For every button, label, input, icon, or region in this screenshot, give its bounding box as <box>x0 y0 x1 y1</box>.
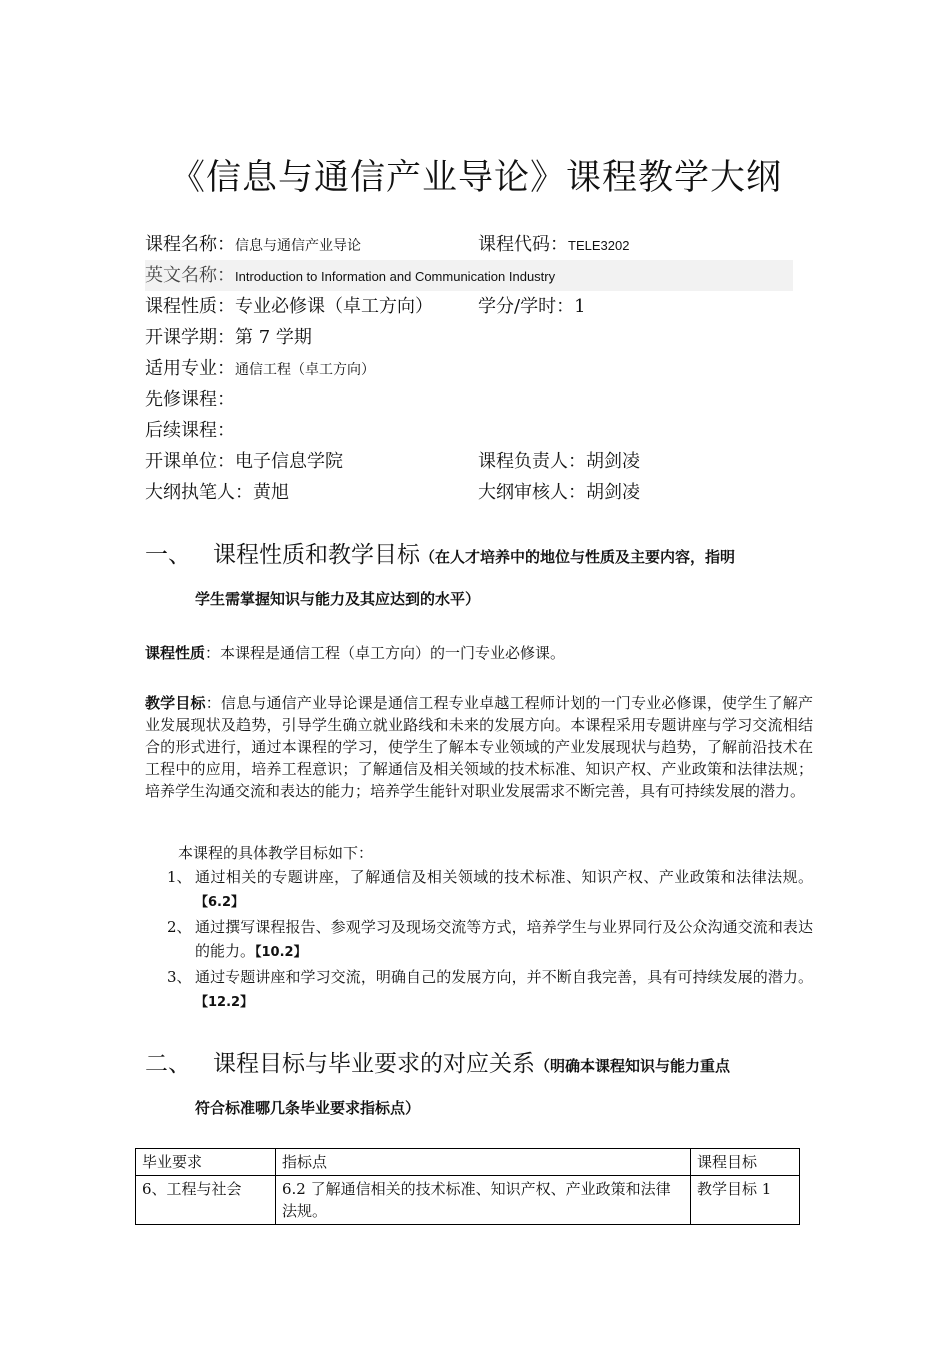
info-row-prereq <box>145 384 805 415</box>
course-code-label: 课程代码： <box>478 234 568 255</box>
table-header-cell: 毕业要求 <box>136 1149 276 1176</box>
nature-label: 课程性质： <box>145 296 235 317</box>
reviewer-field <box>478 477 640 508</box>
goal-text: 通过专题讲座和学习交流，明确自己的发展方向，并不断自我完善，具有可持续发展的潜力。 <box>195 968 813 986</box>
goal-tag: 【12.2】 <box>195 994 254 1010</box>
course-info <box>145 229 805 508</box>
info-row-unit <box>145 446 805 477</box>
section-2-number: 二、 <box>145 1051 191 1077</box>
goal-item <box>145 866 813 914</box>
prereq-label: 先修课程： <box>145 389 235 410</box>
table-header-row <box>136 1149 800 1176</box>
table-cell: 6.2 了解通信相关的技术标准、知识产权、产业政策和法律法规。 <box>276 1176 691 1225</box>
course-nature-paragraph <box>145 642 813 664</box>
info-row-english <box>145 260 793 291</box>
info-row-nature <box>145 291 805 322</box>
major: 通信工程（卓工方向） <box>235 362 375 378</box>
goal-item <box>145 966 813 1014</box>
goal-text: 通过撰写课程报告、参观学习及现场交流等方式，培养学生与业界同行及公众沟通交流和表达的能力。 <box>195 918 813 960</box>
course-name: 信息与通信产业导论 <box>235 238 361 254</box>
document-title: 《信息与通信产业导论》课程教学大纲 <box>169 158 782 198</box>
goals-intro: 本课程的具体教学目标如下： <box>178 844 374 862</box>
goal-number: 2、 <box>167 918 192 936</box>
section-2-note-cont: 符合标准哪几条毕业要求指标点） <box>195 1099 421 1117</box>
teaching-goal-text: ：信息与通信产业导论课是通信工程专业卓越工程师计划的一门专业必修课，使学生了解产业发展现状及趋势，引导学生确立就业路线和未来的发展方向。本课程采用专题讲座与学习交流相结合的形式进行，通过本课程的学习，使学生了解本专业领域的产业发展现状与趋势，了解前沿技术在工程中的应用，培养工程意识；了解通信及相关领域的技术标准、知识产权、产业政策和法律法规；培养学生沟通交流和表达的能力；培养学生能针对职业发展需求不断完善，具有可持续发展的潜力。 <box>145 694 813 800</box>
course-nature-label: 课程性质 <box>145 644 206 662</box>
course-name-label: 课程名称： <box>145 234 235 255</box>
leader-label: 课程负责人： <box>478 451 586 472</box>
section-1-number: 一、 <box>145 542 191 568</box>
info-row-writer <box>145 477 805 508</box>
nature: 专业必修课（卓工方向） <box>235 296 433 317</box>
info-row-major <box>145 353 805 384</box>
credit-field <box>478 291 586 322</box>
unit-label: 开课单位： <box>145 451 235 472</box>
goal-tag: 【6.2】 <box>195 894 245 910</box>
goal-tag: 【10.2】 <box>255 944 307 960</box>
info-row-followup <box>145 415 805 446</box>
section-1-note: （在人才培养中的地位与性质及主要内容，指明 <box>420 548 736 566</box>
english-name: Introduction to Information and Communication Industry <box>235 269 556 284</box>
writer-label: 大纲执笔人： <box>145 482 253 503</box>
teaching-goal-label: 教学目标 <box>145 694 206 712</box>
leader-field <box>478 446 640 477</box>
english-name-label: 英文名称： <box>145 265 235 286</box>
goal-number: 1、 <box>167 868 192 886</box>
leader: 胡剑凌 <box>586 451 640 472</box>
table-cell: 6、工程与社会 <box>136 1176 276 1225</box>
reviewer: 胡剑凌 <box>586 482 640 503</box>
table-cell: 教学目标 1 <box>691 1176 800 1225</box>
table-row <box>136 1176 800 1225</box>
course-nature-text: ：本课程是通信工程（卓工方向）的一门专业必修课。 <box>205 644 566 662</box>
goal-item <box>145 916 813 964</box>
credit-label: 学分/学时： <box>478 296 575 317</box>
reviewer-label: 大纲审核人： <box>478 482 586 503</box>
writer: 黄旭 <box>253 482 289 503</box>
section-1-note-cont: 学生需掌握知识与能力及其应达到的水平） <box>195 590 481 608</box>
semester: 第 7 学期 <box>235 327 312 348</box>
teaching-goal-paragraph <box>145 692 813 802</box>
major-label: 适用专业： <box>145 358 235 379</box>
requirements-table <box>135 1148 800 1225</box>
section-2-note: （明确本课程知识与能力重点 <box>535 1057 731 1075</box>
credit: 1 <box>574 296 586 317</box>
table-header-cell: 课程目标 <box>691 1149 800 1176</box>
section-1-heading <box>145 536 815 608</box>
goal-text: 通过相关的专题讲座，了解通信及相关领域的技术标准、知识产权、产业政策和法律法规。 <box>195 868 813 886</box>
section-2-heading <box>145 1045 815 1117</box>
info-row-name <box>145 229 805 260</box>
info-row-semester <box>145 322 805 353</box>
section-2-title: 课程目标与毕业要求的对应关系 <box>213 1051 535 1077</box>
unit: 电子信息学院 <box>235 451 343 472</box>
semester-label: 开课学期： <box>145 327 235 348</box>
course-code: TELE3202 <box>568 238 630 253</box>
followup-label: 后续课程： <box>145 420 235 441</box>
goals-list <box>145 866 813 1016</box>
table-header-cell: 指标点 <box>276 1149 691 1176</box>
course-code-field <box>478 229 629 261</box>
goal-number: 3、 <box>167 968 192 986</box>
section-1-title: 课程性质和教学目标 <box>213 542 420 568</box>
